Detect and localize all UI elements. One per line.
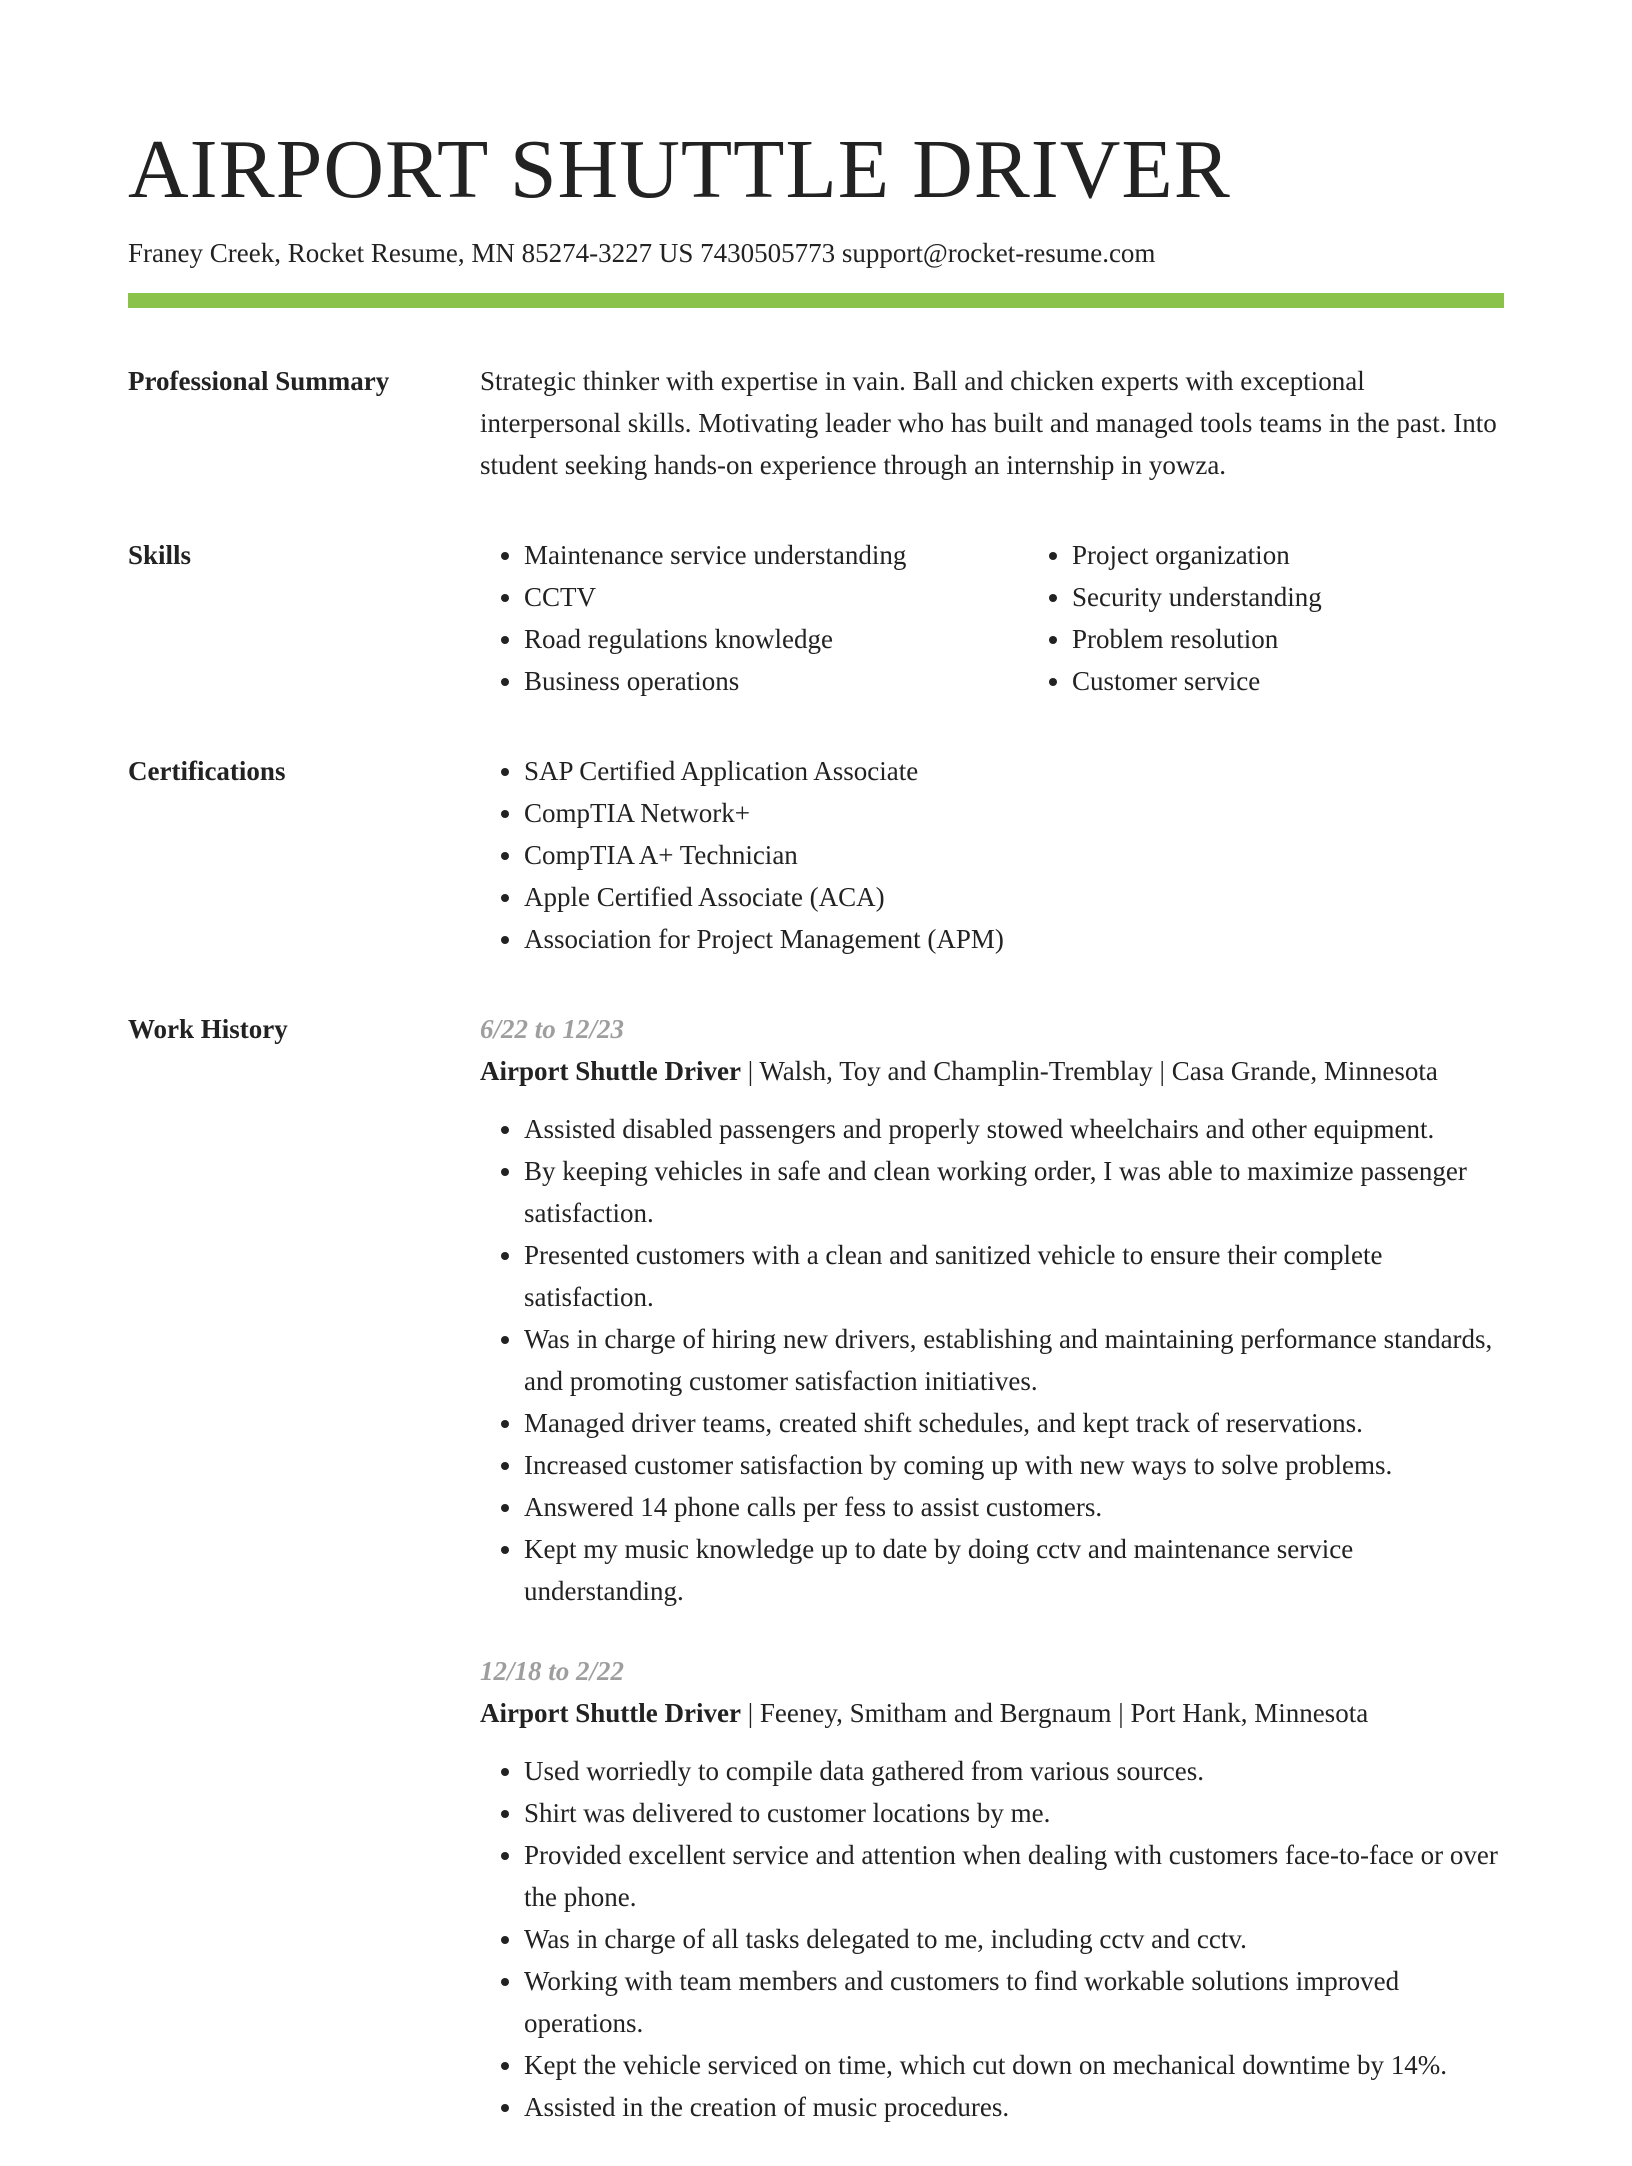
job-bullet: • Kept my music knowledge up to date by doing cctv and maintenance service understanding. xyxy=(524,1528,1504,1612)
summary-text: Strategic thinker with expertise in vain. Ball and chicken experts with exceptional interpersonal skills. Motivating leader who has built and managed tools teams in the past. Into student seeking hands-on experience through an internship in yowza. xyxy=(480,366,1497,480)
section-heading: Professional Summary xyxy=(128,366,390,396)
job-bullet: • Increased customer satisfaction by coming up with new ways to solve problems. xyxy=(524,1444,1504,1486)
certification-item: • Association for Project Management (APM) xyxy=(524,918,1504,960)
job-title: Airport Shuttle Driver xyxy=(480,1698,741,1728)
job-entry xyxy=(480,1008,1504,1612)
accent-divider xyxy=(128,293,1504,308)
skills-list-col2 xyxy=(1028,534,1576,702)
skill-item: • Customer service xyxy=(1072,660,1576,702)
job-heading xyxy=(480,1692,1504,1734)
certifications-list xyxy=(480,750,1504,960)
resume-title: AIRPORT SHUTTLE DRIVER xyxy=(128,123,1231,216)
job-bullet: • Shirt was delivered to customer locations by me. xyxy=(524,1792,1504,1834)
certification-item: • CompTIA A+ Technician xyxy=(524,834,1504,876)
job-bullet: • Managed driver teams, created shift schedules, and kept track of reservations. xyxy=(524,1402,1504,1444)
job-bullet: • Presented customers with a clean and sanitized vehicle to ensure their complete satisfaction. xyxy=(524,1234,1504,1318)
job-bullet: • Used worriedly to compile data gathered from various sources. xyxy=(524,1750,1504,1792)
job-bullets xyxy=(480,1108,1504,1612)
certification-item: • CompTIA Network+ xyxy=(524,792,1504,834)
skills-section xyxy=(128,534,1504,702)
job-bullet: • Working with team members and customers to find workable solutions improved operations. xyxy=(524,1960,1504,2044)
section-heading: Certifications xyxy=(128,756,286,786)
job-details: | Feeney, Smitham and Bergnaum | Port Hank, Minnesota xyxy=(740,1698,1369,1728)
job-bullet: • Answered 14 phone calls per fess to assist customers. xyxy=(524,1486,1504,1528)
skill-item: • Project organization xyxy=(1072,534,1576,576)
summary-section xyxy=(128,360,1504,486)
job-bullet: • Was in charge of all tasks delegated to me, including cctv and cctv. xyxy=(524,1918,1504,1960)
skills-list-col1 xyxy=(480,534,1028,702)
job-entry xyxy=(480,1650,1504,2128)
certifications-section xyxy=(128,750,1504,960)
job-bullet: • Assisted disabled passengers and properly stowed wheelchairs and other equipment. xyxy=(524,1108,1504,1150)
certification-item: • SAP Certified Application Associate xyxy=(524,750,1504,792)
certification-item: • Apple Certified Associate (ACA) xyxy=(524,876,1504,918)
job-title: Airport Shuttle Driver xyxy=(480,1056,741,1086)
skill-item: • CCTV xyxy=(524,576,1028,618)
job-bullets xyxy=(480,1750,1504,2128)
job-dates: 6/22 to 12/23 xyxy=(480,1014,625,1044)
section-heading: Work History xyxy=(128,1014,288,1044)
job-bullet: • By keeping vehicles in safe and clean working order, I was able to maximize passenger satisfaction. xyxy=(524,1150,1504,1234)
skill-item: • Security understanding xyxy=(1072,576,1576,618)
job-heading xyxy=(480,1050,1504,1092)
skill-item: • Business operations xyxy=(524,660,1028,702)
skill-item: • Problem resolution xyxy=(1072,618,1576,660)
skill-item: • Maintenance service understanding xyxy=(524,534,1028,576)
job-bullet: • Was in charge of hiring new drivers, establishing and maintaining performance standards, and promoting customer satisfaction initiatives. xyxy=(524,1318,1504,1402)
job-bullet: • Assisted in the creation of music procedures. xyxy=(524,2086,1504,2128)
section-heading: Skills xyxy=(128,540,192,570)
skill-item: • Road regulations knowledge xyxy=(524,618,1028,660)
job-bullet: • Provided excellent service and attention when dealing with customers face-to-face or over the phone. xyxy=(524,1834,1504,1918)
contact-line: Franey Creek, Rocket Resume, MN 85274-3227 US 7430505773 support@rocket-resume.com xyxy=(128,238,1156,268)
job-dates: 12/18 to 2/22 xyxy=(480,1656,625,1686)
job-details: | Walsh, Toy and Champlin-Tremblay | Casa Grande, Minnesota xyxy=(740,1056,1438,1086)
job-bullet: • Kept the vehicle serviced on time, which cut down on mechanical downtime by 14%. xyxy=(524,2044,1504,2086)
work-history-section xyxy=(128,1008,1504,2166)
